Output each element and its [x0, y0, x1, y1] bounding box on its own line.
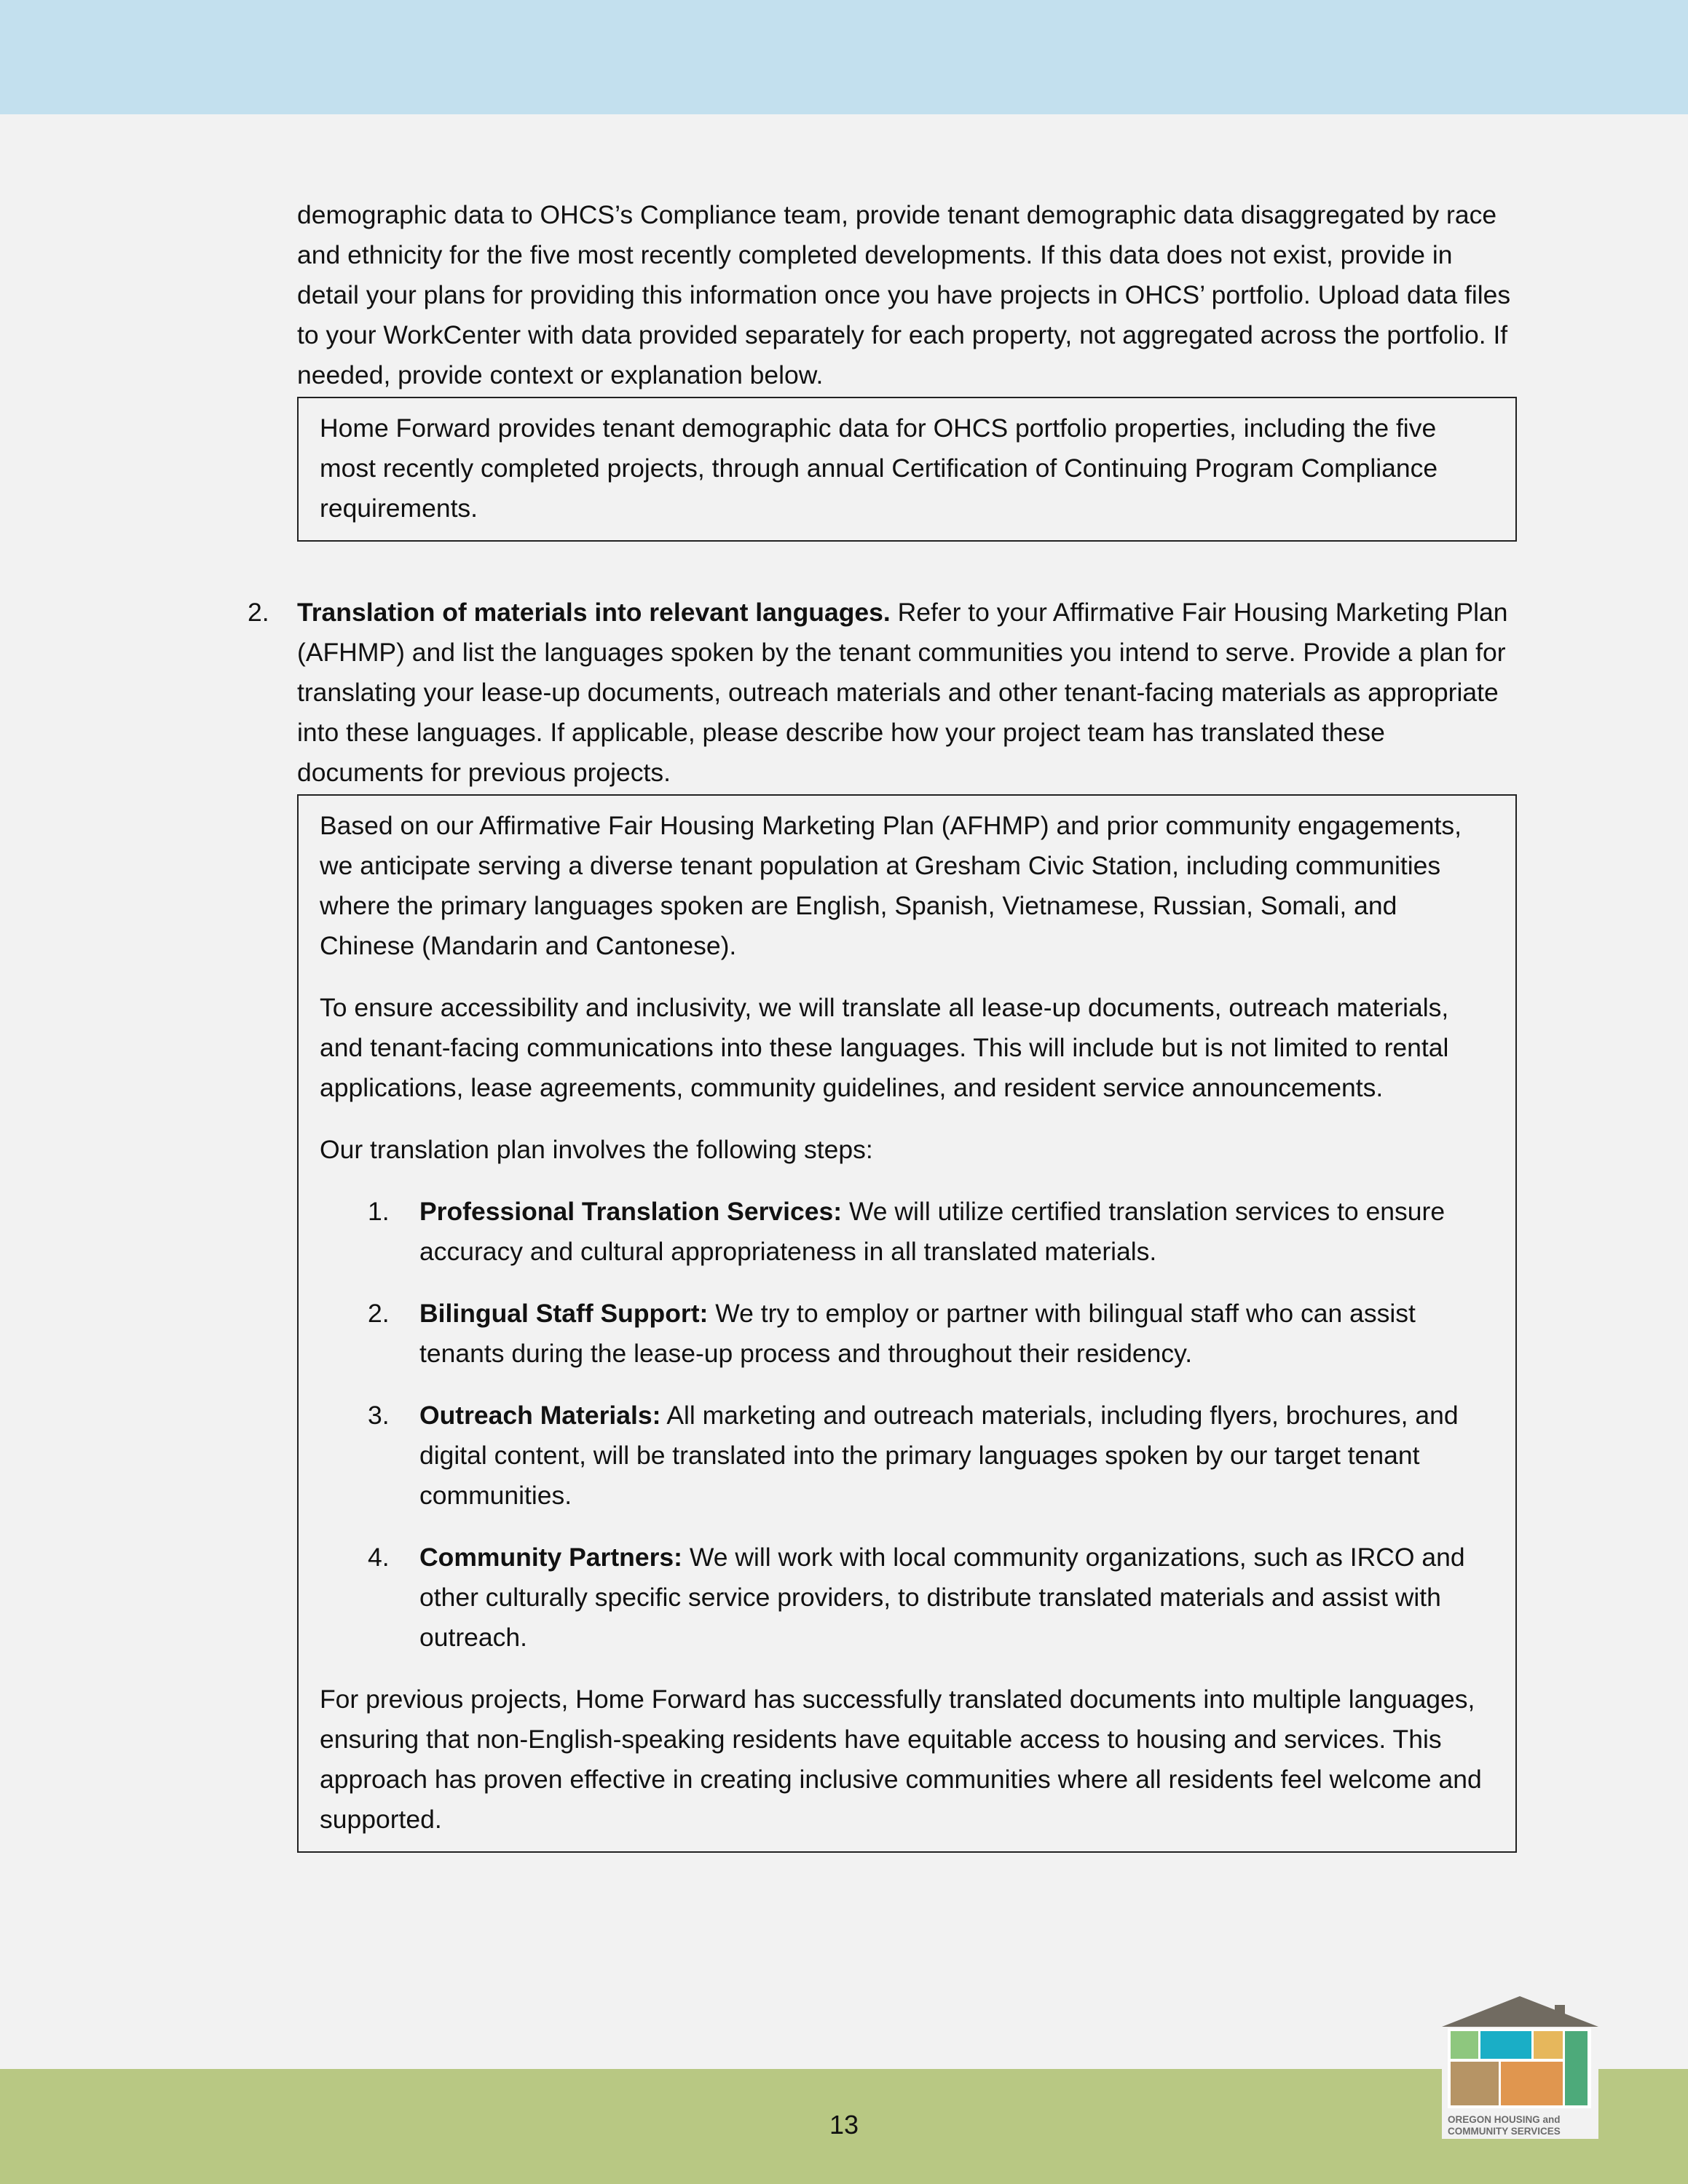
step-text: We will work with local community organizations, such as IRCO and other culturally specific service providers, to distribute translated materials and assist with outreach.: [419, 1543, 1465, 1652]
list-item: [320, 1396, 1495, 1516]
step-title: Bilingual Staff Support:: [419, 1299, 709, 1328]
step-title: Outreach Materials:: [419, 1401, 661, 1430]
step-number: 1.: [368, 1197, 390, 1226]
page-number: 13: [829, 2110, 859, 2140]
list-item: [320, 1538, 1495, 1658]
answer-box-demographic-data[interactable]: [297, 397, 1517, 542]
question-2-number: 2.: [248, 598, 269, 627]
answer-translation-para-4: For previous projects, Home Forward has successfully translated documents into multiple languages, ensuring that non-English-speaking residents have equitable access to housing and services. This approach has proven effective in creating inclusive communities where all residents feel welcome and supported.: [320, 1685, 1482, 1834]
answer-translation-para-1: Based on our Affirmative Fair Housing Marketing Plan (AFHMP) and prior community engagements, we anticipate serving a diverse tenant population at Gresham Civic Station, including communities where the primary languages spoken are English, Spanish, Vietnamese, Russian, Somali, and Chinese (Mandarin and Cantonese).: [320, 811, 1462, 960]
question-2-title: Translation of materials into relevant languages.: [297, 598, 891, 627]
step-text: All marketing and outreach materials, including flyers, brochures, and digital content, will be translated into the primary languages spoken by our target tenant communities.: [419, 1401, 1459, 1510]
document-content: [248, 195, 1517, 1853]
step-title: Professional Translation Services:: [419, 1197, 843, 1226]
answer-demographic-text: Home Forward provides tenant demographic data for OHCS portfolio properties, including the five most recently completed projects, through annual Certification of Continuing Program Compliance requirements.: [320, 414, 1438, 523]
step-number: 4.: [368, 1543, 390, 1572]
intro-continuation-text: demographic data to OHCS’s Compliance team, provide tenant demographic data disaggregated by race and ethnicity for the five most recently completed developments. If this data does not exist, provide in detail your plans for providing this information once you have projects in OHCS’ portfolio. Upload data files to your WorkCenter with data provided separately for each property, not aggregated across the portfolio. If needed, provide context or explanation below.: [297, 200, 1511, 389]
answer-box-translation[interactable]: [297, 794, 1517, 1853]
logo-text-line-1: OREGON HOUSING and: [1448, 2114, 1561, 2125]
list-item: [320, 1294, 1495, 1374]
header-band: [0, 0, 1688, 114]
question-2-text: [297, 593, 1517, 793]
house-logo-icon: [1442, 1996, 1598, 2139]
question-2-prompt: Refer to your Affirmative Fair Housing Marketing Plan (AFHMP) and list the languages spoken by the tenant communities you intend to serve. Provide a plan for translating your lease-up documents, outreach materials and other tenant-facing materials as appropriate into these languages. If applicable, please describe how your project team has translated these documents for previous projects.: [297, 598, 1508, 787]
list-item: [320, 1192, 1495, 1272]
translation-steps-list: [320, 1192, 1495, 1658]
step-number: 3.: [368, 1401, 390, 1430]
step-number: 2.: [368, 1299, 390, 1328]
step-title: Community Partners:: [419, 1543, 682, 1572]
logo-text-line-2: COMMUNITY SERVICES: [1448, 2126, 1561, 2137]
step-text: We will utilize certified translation services to ensure accuracy and cultural appropriateness in all translated materials.: [419, 1197, 1446, 1266]
answer-translation-para-3: Our translation plan involves the following steps:: [320, 1135, 873, 1164]
answer-translation-para-2: To ensure accessibility and inclusivity, we will translate all lease-up documents, outreach materials, and tenant-facing communications into these languages. This will include but is not limited to rental applications, lease agreements, community guidelines, and resident service announcements.: [320, 993, 1449, 1102]
question-2: [248, 593, 1517, 1853]
step-text: We try to employ or partner with bilingual staff who can assist tenants during the lease-up process and throughout their residency.: [419, 1299, 1416, 1368]
ohcs-logo: [1442, 1996, 1598, 2139]
